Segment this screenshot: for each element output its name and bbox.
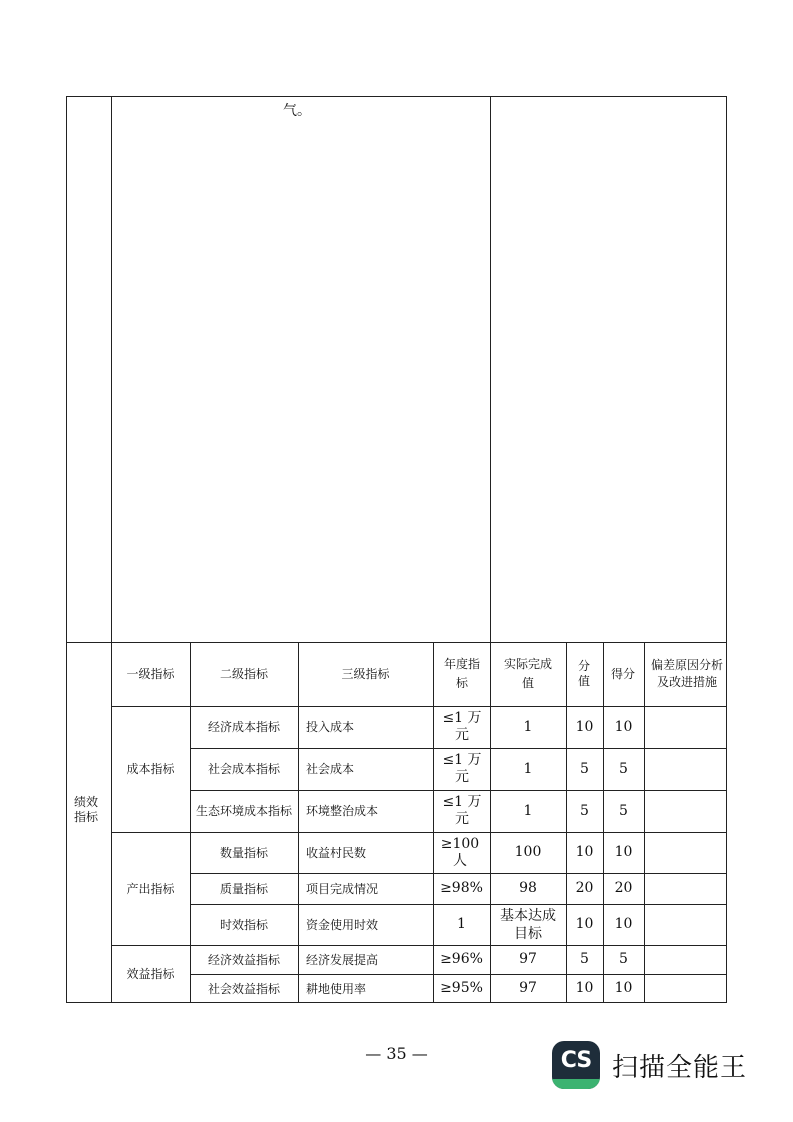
cell-got: 5 xyxy=(619,760,628,777)
cell-level3: 资金使用时效 xyxy=(306,917,379,932)
cell-score: 10 xyxy=(575,844,594,860)
cell-got: 5 xyxy=(619,951,628,967)
cell-actual: 97 xyxy=(519,980,537,996)
cell-score: 10 xyxy=(575,718,594,735)
cell-score: 5 xyxy=(580,951,589,967)
brand-name: 扫描全能王 xyxy=(612,1053,748,1083)
cell-got: 10 xyxy=(614,844,633,860)
group-output: 产出指标 xyxy=(126,881,175,896)
header-actual: 实际完成值 xyxy=(503,657,552,690)
cell-level2: 经济效益指标 xyxy=(207,952,280,967)
cell-actual: 1 xyxy=(523,760,533,777)
cell-score: 5 xyxy=(580,802,589,819)
cell-got: 10 xyxy=(614,916,633,932)
cell-actual: 基本达成目标 xyxy=(500,907,556,942)
cell-actual: 1 xyxy=(523,718,533,735)
cell-target: ≥96% xyxy=(440,951,483,967)
cell-target: ≤1 万元 xyxy=(442,752,482,785)
cell-level3: 投入成本 xyxy=(306,720,355,734)
camscanner-logo xyxy=(552,1041,600,1089)
cell-score: 20 xyxy=(575,880,594,896)
cell-target: ≤1 万元 xyxy=(442,710,482,743)
cell-level3: 环境整治成本 xyxy=(306,804,379,818)
cell-got: 10 xyxy=(614,718,633,735)
cell-got: 20 xyxy=(614,880,633,896)
header-got: 得分 xyxy=(611,666,636,681)
cell-level2: 质量指标 xyxy=(219,881,268,896)
group-benefit: 效益指标 xyxy=(126,967,175,981)
cell-level3: 经济发展提高 xyxy=(306,952,379,967)
cell-target: ≤1 万元 xyxy=(442,794,482,827)
logo-accent-bar xyxy=(552,1079,600,1089)
header-level1: 一级指标 xyxy=(126,667,175,681)
cell-target: 1 xyxy=(457,916,466,932)
section-label: 绩效指标 xyxy=(74,795,99,824)
cell-level2: 社会成本指标 xyxy=(207,762,280,776)
group-cost: 成本指标 xyxy=(126,762,175,776)
cell-level3: 社会成本 xyxy=(306,762,355,776)
cell-actual: 98 xyxy=(519,880,537,896)
cell-level2: 社会效益指标 xyxy=(207,981,280,996)
logo-text: CS xyxy=(560,1048,592,1073)
cell-target: ≥98% xyxy=(440,880,483,896)
cell-level2: 时效指标 xyxy=(219,917,268,932)
header-score: 分值 xyxy=(577,659,590,688)
col-divider-top-right xyxy=(490,96,491,642)
cell-got: 5 xyxy=(619,802,628,819)
cell-level3: 项目完成情况 xyxy=(306,881,379,896)
cell-actual: 100 xyxy=(514,844,542,860)
cell-level2: 数量指标 xyxy=(219,845,268,860)
cell-level3: 耕地使用率 xyxy=(306,981,367,996)
header-level3: 三级指标 xyxy=(341,667,390,681)
cell-score: 10 xyxy=(575,980,594,996)
cell-target: ≥100人 xyxy=(440,835,480,869)
cell-got: 10 xyxy=(614,980,633,996)
header-reason: 偏差原因分析及改进措施 xyxy=(650,658,723,689)
cell-level2: 生态环境成本指标 xyxy=(196,804,293,818)
cell-actual: 97 xyxy=(519,951,537,967)
cell-target: ≥95% xyxy=(440,980,483,996)
cell-level3: 收益村民数 xyxy=(306,845,367,860)
cell-actual: 1 xyxy=(523,802,533,819)
header-level2: 二级指标 xyxy=(219,667,268,681)
continuation-text: 气。 xyxy=(283,103,311,119)
cell-level2: 经济成本指标 xyxy=(207,720,280,734)
header-annual: 年度指标 xyxy=(443,657,480,690)
cell-score: 10 xyxy=(575,916,594,932)
col-divider-reason xyxy=(644,642,645,1003)
cell-score: 5 xyxy=(580,760,589,777)
page-number: — 35 — xyxy=(365,1044,428,1063)
